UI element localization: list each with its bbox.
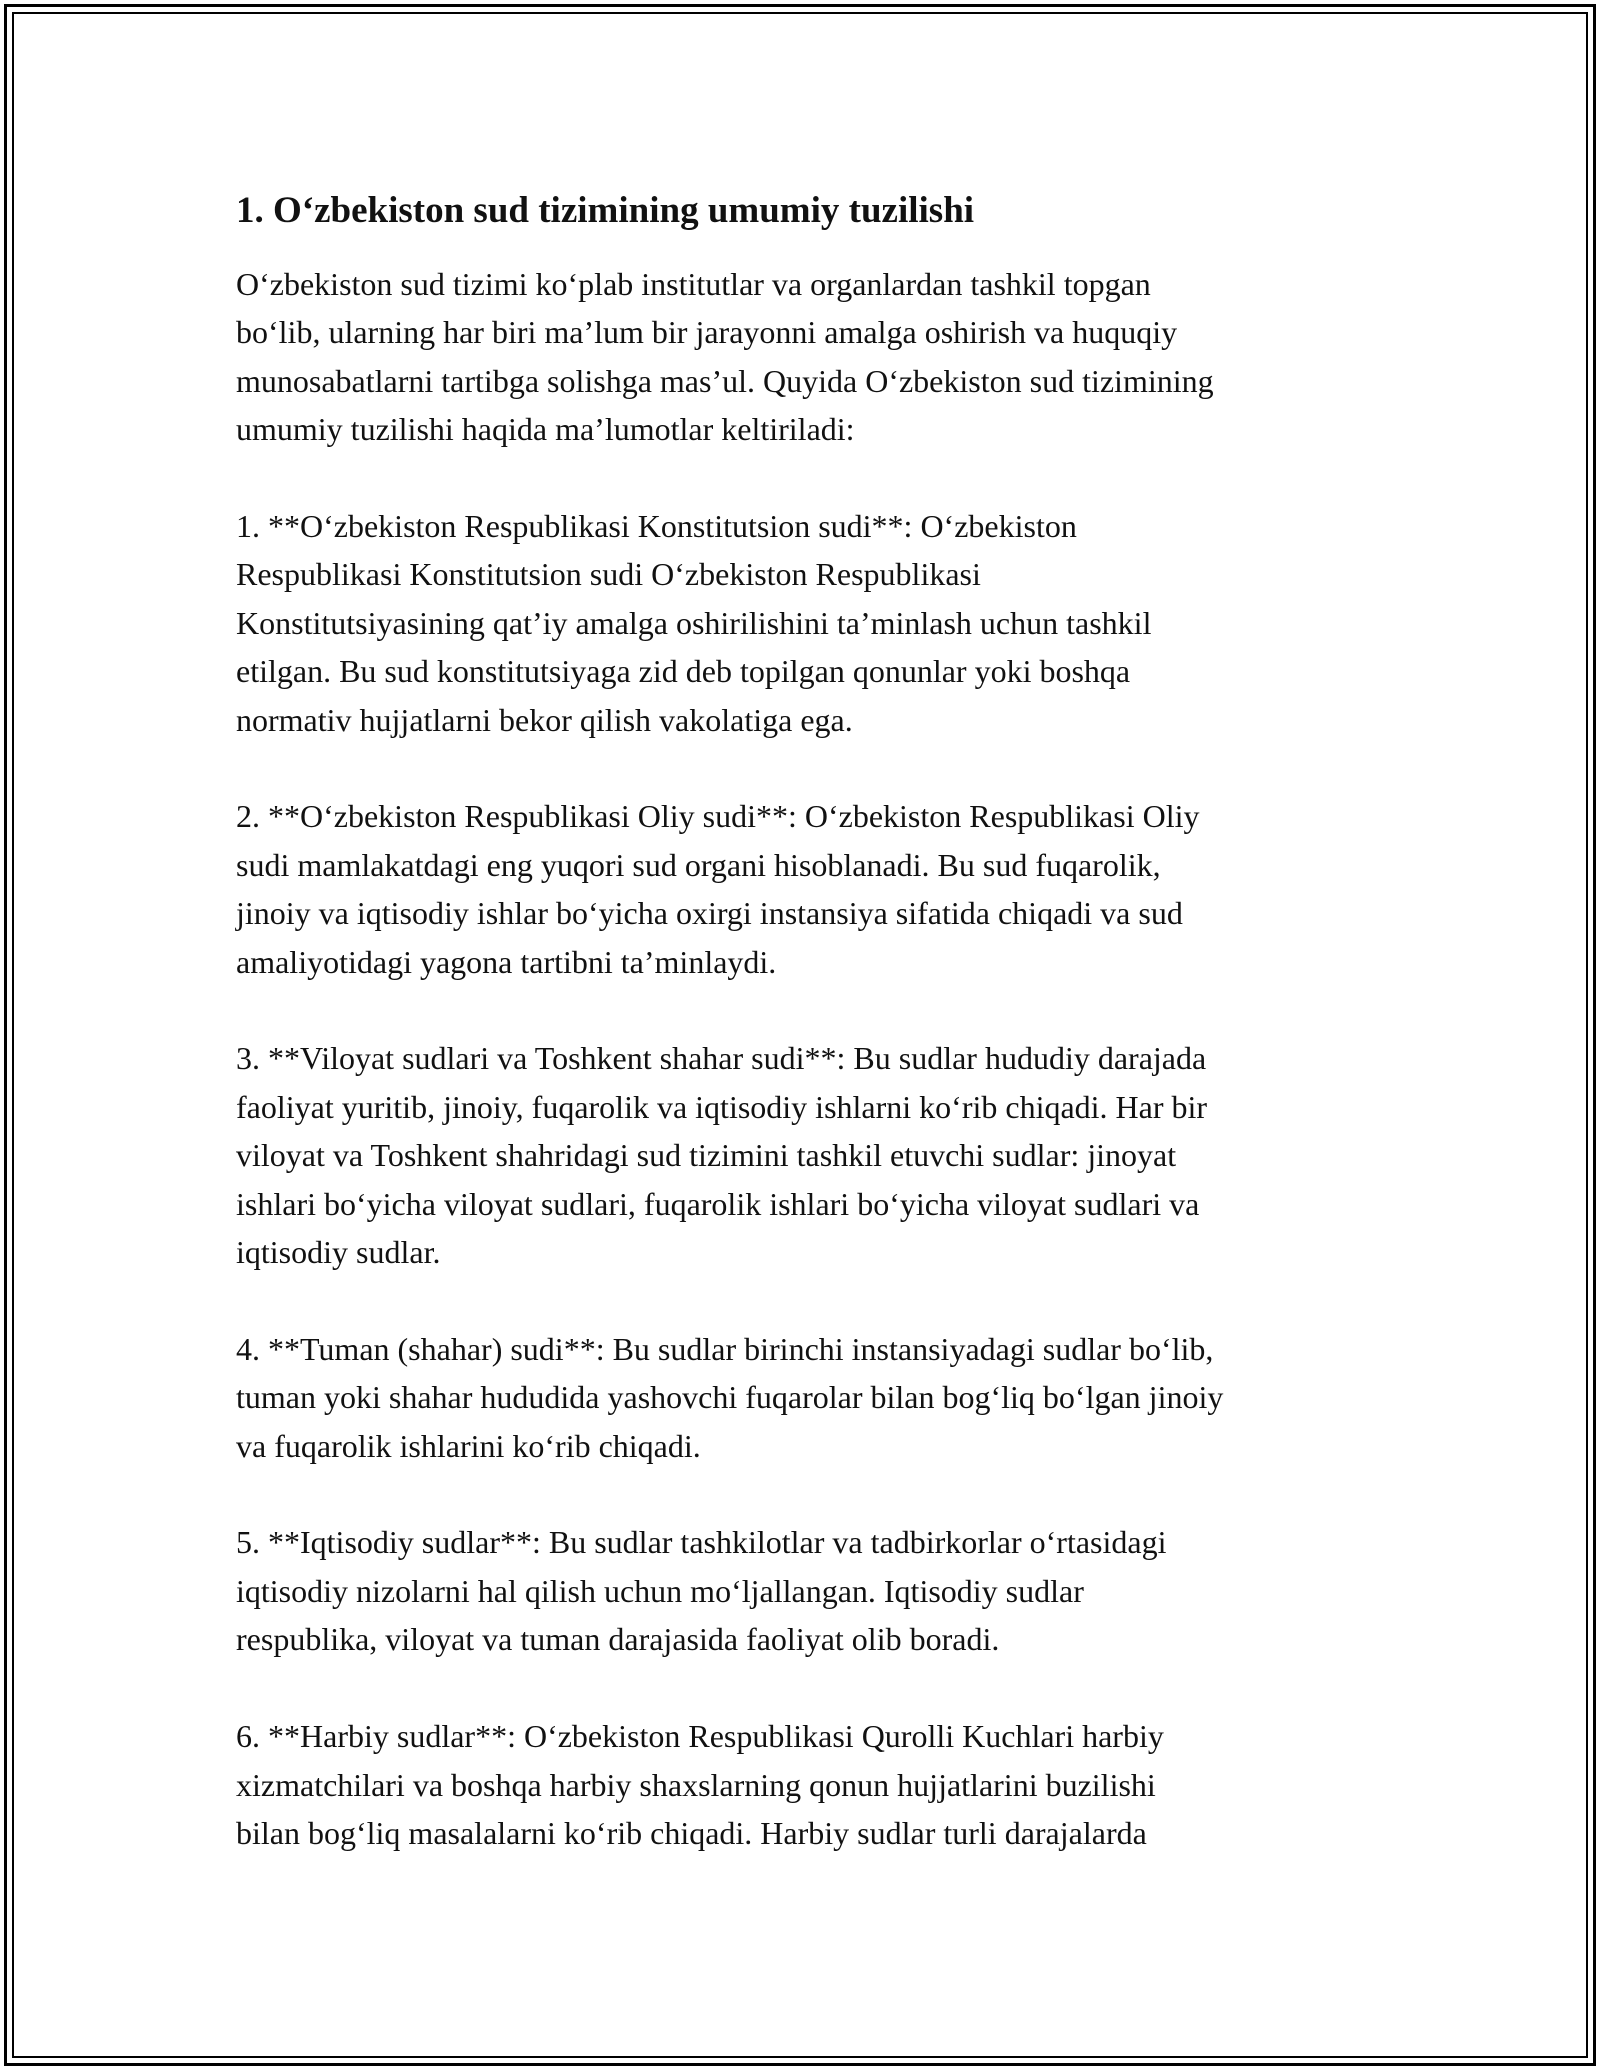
list-item-economic-courts	[236, 1518, 1376, 1663]
text-line: 2. **O‘zbekiston Respublikasi Oliy sudi**: O‘zbekiston Respublikasi Oliy	[236, 798, 1200, 835]
text-line: sudi mamlakatdagi eng yuqori sud organi hisoblanadi. Bu sud fuqarolik,	[236, 846, 1161, 883]
text-line: viloyat va Toshkent shahridagi sud tizimini tashkil etuvchi sudlar: jinoyat	[236, 1137, 1177, 1174]
text-line: bo‘lib, ularning har biri ma’lum bir jarayonni amalga oshirish va huquqiy	[236, 314, 1178, 351]
text-line: 4. **Tuman (shahar) sudi**: Bu sudlar birinchi instansiyadagi sudlar bo‘lib,	[236, 1330, 1214, 1367]
text-line: iqtisodiy sudlar.	[236, 1234, 441, 1271]
text-line: va fuqarolik ishlarini ko‘rib chiqadi.	[236, 1427, 701, 1464]
text-line: iqtisodiy nizolarni hal qilish uchun mo‘ljallangan. Iqtisodiy sudlar	[236, 1572, 1084, 1609]
list-item-constitutional-court	[236, 502, 1376, 744]
text-line: Respublikasi Konstitutsion sudi O‘zbekiston Respublikasi	[236, 556, 981, 593]
list-item-district-courts	[236, 1325, 1376, 1470]
text-line: jinoiy va iqtisodiy ishlar bo‘yicha oxirgi instansiya sifatida chiqadi va sud	[236, 895, 1183, 932]
text-line: munosabatlarni tartibga solishga mas’ul. Quyida O‘zbekiston sud tizimining	[236, 362, 1214, 399]
text-line: 6. **Harbiy sudlar**: O‘zbekiston Respublikasi Qurolli Kuchlari harbiy	[236, 1718, 1164, 1755]
list-item-supreme-court	[236, 792, 1376, 986]
text-line: xizmatchilari va boshqa harbiy shaxslarning qonun hujjatlarini buzilishi	[236, 1766, 1156, 1803]
text-line: Konstitutsiyasining qat’iy amalga oshirilishini ta’minlash uchun tashkil	[236, 604, 1152, 641]
document-body	[236, 186, 1376, 1906]
text-line: amaliyotidagi yagona tartibni ta’minlaydi.	[236, 943, 777, 980]
list-item-regional-courts	[236, 1034, 1376, 1276]
text-line: respublika, viloyat va tuman darajasida faoliyat olib boradi.	[236, 1621, 1000, 1658]
text-line: tuman yoki shahar hududida yashovchi fuqarolar bilan bog‘liq bo‘lgan jinoiy	[236, 1379, 1224, 1416]
page-title: 1. O‘zbekiston sud tizimining umumiy tuzilishi	[236, 190, 975, 231]
intro-paragraph	[236, 260, 1376, 454]
text-line: 1. **O‘zbekiston Respublikasi Konstitutsion sudi**: O‘zbekiston	[236, 508, 1077, 545]
text-line: O‘zbekiston sud tizimi ko‘plab institutlar va organlardan tashkil topgan	[236, 266, 1151, 302]
list-item-military-courts	[236, 1712, 1376, 1857]
text-line: umumiy tuzilishi haqida ma’lumotlar keltiriladi:	[236, 411, 855, 448]
text-line: 5. **Iqtisodiy sudlar**: Bu sudlar tashkilotlar va tadbirkorlar o‘rtasidagi	[236, 1524, 1167, 1561]
text-line: 3. **Viloyat sudlari va Toshkent shahar sudi**: Bu sudlar hududiy darajada	[236, 1040, 1207, 1077]
text-line: etilgan. Bu sud konstitutsiyaga zid deb topilgan qonunlar yoki boshqa	[236, 653, 1131, 690]
text-line: ishlari bo‘yicha viloyat sudlari, fuqarolik ishlari bo‘yicha viloyat sudlari va	[236, 1185, 1200, 1222]
text-line: bilan bog‘liq masalalarni ko‘rib chiqadi. Harbiy sudlar turli darajalarda	[236, 1814, 1147, 1851]
text-line: faoliyat yuritib, jinoiy, fuqarolik va iqtisodiy ishlarni ko‘rib chiqadi. Har bir	[236, 1088, 1208, 1125]
text-line: normativ hujjatlarni bekor qilish vakolatiga ega.	[236, 701, 853, 738]
